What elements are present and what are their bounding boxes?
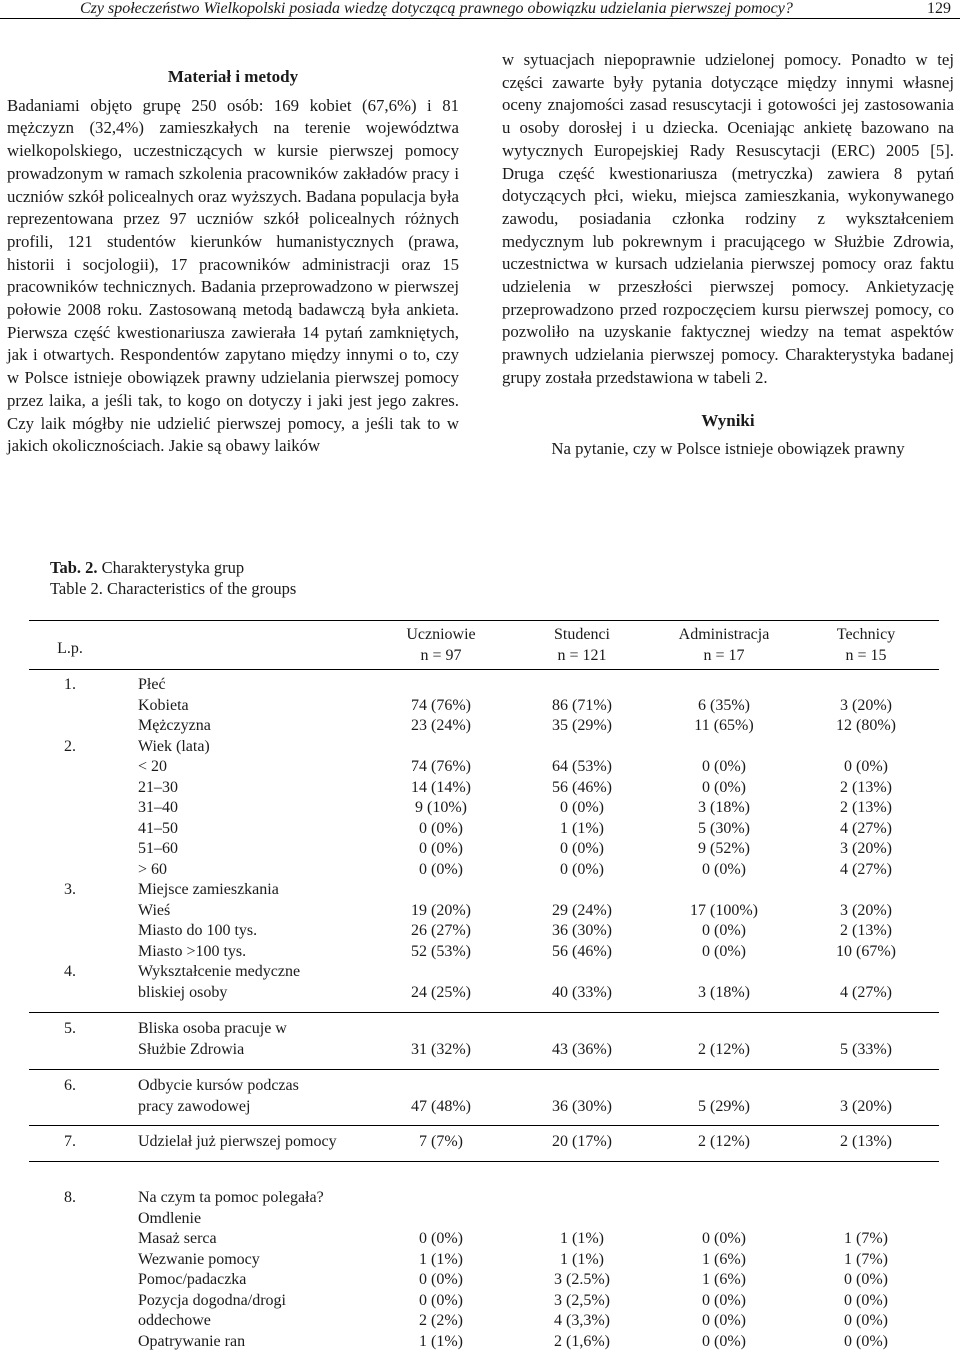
header-studenci bbox=[522, 624, 642, 666]
table-rule-after-6 bbox=[29, 1125, 939, 1126]
table-cell-u: 1 (1%) bbox=[419, 1250, 463, 1268]
table-cell-item: Mężczyzna bbox=[138, 717, 211, 734]
table-cell-u: 47 (48%) bbox=[411, 1097, 471, 1115]
table-cell-u: 0 (0%) bbox=[419, 840, 463, 857]
header-technicy-label: Technicy bbox=[836, 626, 896, 643]
table-cell-s: 43 (36%) bbox=[552, 1040, 612, 1058]
table-cell-t: 0 (0%) bbox=[844, 1312, 888, 1329]
table-cell-item: Na czym ta pomoc polegała? bbox=[138, 1189, 324, 1206]
table-cell-s: 86 (71%) bbox=[552, 696, 612, 714]
table-cell-item: 41–50 bbox=[138, 819, 178, 837]
methods-paragraph-continued: w sytuacjach niepoprawnie udzielonej pomocy. Ponadto w tej części zawarte były pytania dotyczące między innymi własnej oceny znajomości zasad resuscytacji i gotowości jej zastosowania u osoby dorosłej i u dziecka. Oceniając ankietę bazowano na wytycznych Europejskiej Rady Resuscytacji (ERC) 2005 [5]. Druga część kwestionariusza (metryczka) zawiera 8 pytań dotyczących płci, wieku, miejsca zamieszkania, wykonywanego zawodu, posiadania członka rodziny z wykształceniem medycznym lub pokrewnym i pracującego w Służbie Zdrowia, uczestnictwa w kursach udzielania pierwszej pomocy oraz faktu udzielenia w przeszłości pierwszej pomocy. Ankietyzację przeprowadzono przed rozpoczęciem kursu pierwszej pomocy, co pozwoliło na uzyskanie faktycznej wiedzy na temat aspektów prawnych udzielania pierwszej pomocy. Charakterystyka badanej grupy została przedstawiona w tabeli 2. bbox=[502, 50, 954, 387]
table-cell-t: 2 (13%) bbox=[840, 922, 892, 939]
header-uczniowie-label: Uczniowie bbox=[406, 626, 476, 643]
table-cell-t: 1 (7%) bbox=[844, 1230, 888, 1247]
table-rule-after-7 bbox=[29, 1161, 939, 1162]
table-cell-t: 0 (0%) bbox=[844, 1332, 888, 1350]
table-cell-t: 10 (67%) bbox=[836, 942, 896, 960]
table-cell-u: 2 (2%) bbox=[419, 1312, 463, 1329]
table-cell-lp: 3. bbox=[64, 881, 76, 898]
table-cell-lp: 6. bbox=[64, 1077, 76, 1094]
header-technicy-n: n = 15 bbox=[845, 647, 887, 664]
header-administracja-label: Administracja bbox=[678, 626, 770, 643]
table-cell-u: 74 (76%) bbox=[411, 696, 471, 714]
table-cell-item: Masaż serca bbox=[138, 1230, 217, 1247]
table-cell-a: 1 (6%) bbox=[702, 1250, 746, 1268]
table-cell-s: 1 (1%) bbox=[560, 1230, 604, 1247]
table-cell-item: Opatrywanie ran bbox=[138, 1332, 246, 1350]
table-rule-after-4 bbox=[29, 1012, 939, 1013]
table-cell-u: 19 (20%) bbox=[411, 901, 471, 919]
table-cell-a: 0 (0%) bbox=[702, 1291, 746, 1309]
table-cell-s: 36 (30%) bbox=[552, 922, 612, 939]
table-cell-item: Bliska osoba pracuje w bbox=[138, 1020, 287, 1037]
table-cell-u: 24 (25%) bbox=[411, 983, 471, 1001]
table-cell-item: Wykształcenie medyczne bbox=[138, 963, 301, 980]
table-cell-a: 0 (0%) bbox=[702, 922, 746, 939]
table-cell-u: 1 (1%) bbox=[419, 1332, 463, 1350]
table-cell-item: Omdlenie bbox=[138, 1209, 202, 1227]
table-cell-t: 2 (13%) bbox=[840, 799, 892, 816]
table-header-rule bbox=[29, 669, 939, 670]
table-cell-item: 21–30 bbox=[138, 778, 178, 796]
table-cell-item: Pozycja dogodna/drogi bbox=[138, 1291, 286, 1309]
table-cell-lp: 1. bbox=[64, 676, 76, 693]
table-cell-t: 2 (13%) bbox=[840, 1133, 892, 1150]
table-cell-item: 31–40 bbox=[138, 799, 178, 816]
table-cell-lp: 4. bbox=[64, 963, 76, 980]
header-studenci-label: Studenci bbox=[554, 626, 610, 643]
table-cell-item: Służbie Zdrowia bbox=[138, 1040, 245, 1058]
table-cell-t: 0 (0%) bbox=[844, 1291, 888, 1309]
table-cell-s: 0 (0%) bbox=[560, 799, 604, 816]
table-cell-item: 51–60 bbox=[138, 840, 178, 857]
table-cell-u: 0 (0%) bbox=[419, 1291, 463, 1309]
table-cell-a: 11 (65%) bbox=[694, 717, 754, 734]
table-cell-t: 12 (80%) bbox=[836, 717, 896, 734]
table-cell-u: 7 (7%) bbox=[419, 1133, 463, 1150]
table-cell-s: 3 (2.5%) bbox=[554, 1271, 610, 1288]
table-cell-a: 3 (18%) bbox=[698, 799, 750, 816]
table-cell-item: < 20 bbox=[138, 758, 168, 775]
table-cell-a: 0 (0%) bbox=[702, 860, 746, 878]
header-administracja bbox=[664, 624, 784, 666]
table-cell-a: 6 (35%) bbox=[698, 696, 750, 714]
table-cell-a: 9 (52%) bbox=[698, 840, 750, 857]
table-cell-s: 1 (1%) bbox=[560, 1250, 604, 1268]
table-cell-lp: 8. bbox=[64, 1189, 76, 1206]
table-cell-u: 74 (76%) bbox=[411, 758, 471, 775]
table-cell-item: bliskiej osoby bbox=[138, 983, 228, 1001]
table-cell-a: 0 (0%) bbox=[702, 1332, 746, 1350]
right-column bbox=[502, 49, 954, 461]
section-title-results: Wyniki bbox=[701, 410, 755, 430]
table-cell-item: > 60 bbox=[138, 860, 168, 878]
table-cell-a: 5 (29%) bbox=[698, 1097, 750, 1115]
table-cell-s: 36 (30%) bbox=[552, 1097, 612, 1115]
table-cell-t: 3 (20%) bbox=[840, 696, 892, 714]
table-cell-u: 23 (24%) bbox=[411, 717, 471, 734]
table-cell-item: pracy zawodowej bbox=[138, 1097, 251, 1115]
table-cell-t: 4 (27%) bbox=[840, 860, 892, 878]
table-cell-s: 35 (29%) bbox=[552, 717, 612, 734]
table-cell-item: Płeć bbox=[138, 676, 166, 693]
table-cell-a: 5 (30%) bbox=[698, 819, 750, 837]
table-cell-s: 2 (1,6%) bbox=[554, 1332, 610, 1350]
page-number: 129 bbox=[927, 0, 951, 17]
table-cell-item: Odbycie kursów podczas bbox=[138, 1077, 299, 1094]
table-cell-u: 26 (27%) bbox=[411, 922, 471, 939]
table-cell-s: 3 (2,5%) bbox=[554, 1291, 610, 1309]
results-first-line: Na pytanie, czy w Polsce istnieje obowiązek prawny bbox=[551, 439, 905, 459]
methods-paragraph: Badaniami objęto grupę 250 osób: 169 kobiet (67,6%) i 81 mężczyzn (32,4%) zamieszkałych na terenie województwa wielkopolskiego, uczestniczących w kursie pierwszej pomocy prowadzonym w ramach szkolenia pracowników zakładów pracy i uczniów szkół policealnych oraz wyższych. Badana populacja była reprezentowana przez 97 uczniów szkół policealnych różnych profili, 121 studentów kierunków humanistycznych (prawa, historii i socjologii), 17 pracowników administracji oraz 15 pracowników technicznych. Badania przeprowadzono w pierwszej połowie 2008 roku. Zastosowaną metodą badawczą była ankieta. Pierwsza część kwestionariusza zawierała 14 pytań zamkniętych, jak i otwartych. Respondentów zapytano między innymi o to, czy w Polsce istnieje obowiązek prawny udzielania pierwszej pomocy przez laika, a jeśli tak, to kogo on dotyczy i jaki jest jego zakres. Czy laik mógłby nie udzielić pierwszej pomocy, a jeśli tak to w jakich okolicznościach. Jakie są obawy laików bbox=[7, 95, 459, 456]
table-cell-lp: 5. bbox=[64, 1020, 76, 1037]
table-cell-a: 0 (0%) bbox=[702, 1312, 746, 1329]
table-cell-s: 56 (46%) bbox=[552, 778, 612, 796]
table-cell-item: Miasto >100 tys. bbox=[138, 942, 247, 960]
table-cell-s: 1 (1%) bbox=[560, 819, 604, 837]
section-title-methods: Materiał i metody bbox=[167, 67, 299, 86]
table-cell-a: 0 (0%) bbox=[702, 778, 746, 796]
table-cell-item: Udzielał już pierwszej pomocy bbox=[138, 1133, 337, 1150]
table-cell-t: 3 (20%) bbox=[840, 1097, 892, 1115]
table-cell-u: 52 (53%) bbox=[411, 942, 471, 960]
table-cell-lp: 2. bbox=[64, 737, 76, 755]
table-cell-u: 0 (0%) bbox=[419, 819, 463, 837]
table-cell-lp: 7. bbox=[64, 1133, 76, 1150]
table-cell-a: 3 (18%) bbox=[698, 983, 750, 1001]
table-cell-t: 4 (27%) bbox=[840, 983, 892, 1001]
table-cell-t: 3 (20%) bbox=[840, 840, 892, 857]
running-header bbox=[0, 0, 960, 19]
table-cell-a: 2 (12%) bbox=[698, 1040, 750, 1058]
table-label: Tab. 2. bbox=[50, 558, 98, 577]
table-cell-s: 56 (46%) bbox=[552, 942, 612, 960]
table-rule-after-5 bbox=[29, 1069, 939, 1070]
table-cell-item: Wezwanie pomocy bbox=[138, 1250, 260, 1268]
table-cell-t: 0 (0%) bbox=[844, 758, 888, 775]
table-caption bbox=[50, 557, 296, 599]
table-title-pl: Charakterystyka grup bbox=[97, 558, 245, 577]
table-title-en: Table 2. Characteristics of the groups bbox=[50, 579, 297, 598]
table-cell-a: 1 (6%) bbox=[702, 1271, 746, 1288]
table-cell-a: 17 (100%) bbox=[690, 901, 758, 919]
table-cell-item: oddechowe bbox=[138, 1312, 211, 1329]
running-title: Czy społeczeństwo Wielkopolski posiada wiedzę dotyczącą prawnego obowiązku udzielania pierwszej pomocy? bbox=[80, 0, 793, 17]
table-cell-s: 20 (17%) bbox=[552, 1133, 612, 1150]
table-cell-s: 40 (33%) bbox=[552, 983, 612, 1001]
table-cell-t: 3 (20%) bbox=[840, 901, 892, 919]
table-cell-item: Wiek (lata) bbox=[138, 737, 210, 755]
table-cell-item: Pomoc/padaczka bbox=[138, 1271, 247, 1288]
table-cell-a: 0 (0%) bbox=[702, 942, 746, 960]
table-cell-s: 0 (0%) bbox=[560, 840, 604, 857]
table-cell-u: 0 (0%) bbox=[419, 1271, 463, 1288]
table-cell-u: 31 (32%) bbox=[411, 1040, 471, 1058]
table-cell-t: 0 (0%) bbox=[844, 1271, 888, 1288]
table-cell-item: Miasto do 100 tys. bbox=[138, 922, 258, 939]
header-lp: L.p. bbox=[57, 640, 83, 657]
table-cell-a: 2 (12%) bbox=[698, 1133, 750, 1150]
table-cell-item: Wieś bbox=[138, 901, 171, 919]
table-cell-s: 64 (53%) bbox=[552, 758, 612, 775]
table-cell-s: 0 (0%) bbox=[560, 860, 604, 878]
table-cell-s: 4 (3,3%) bbox=[554, 1312, 610, 1329]
table-cell-item: Miejsce zamieszkania bbox=[138, 881, 279, 898]
table-cell-t: 1 (7%) bbox=[844, 1250, 888, 1268]
table-cell-t: 5 (33%) bbox=[840, 1040, 892, 1058]
header-technicy bbox=[806, 624, 926, 666]
header-uczniowie-n: n = 97 bbox=[420, 647, 462, 664]
header-uczniowie bbox=[381, 624, 501, 666]
header-studenci-n: n = 121 bbox=[557, 647, 607, 664]
left-column bbox=[7, 48, 459, 458]
table-cell-a: 0 (0%) bbox=[702, 1230, 746, 1247]
table-cell-s: 29 (24%) bbox=[552, 901, 612, 919]
table-top-rule bbox=[29, 620, 939, 621]
table-cell-t: 4 (27%) bbox=[840, 819, 892, 837]
table-cell-t: 2 (13%) bbox=[840, 778, 892, 796]
table-cell-u: 0 (0%) bbox=[419, 1230, 463, 1247]
table-cell-item: Kobieta bbox=[138, 696, 189, 714]
table-cell-u: 9 (10%) bbox=[415, 799, 467, 816]
table-cell-u: 0 (0%) bbox=[419, 860, 463, 878]
header-administracja-n: n = 17 bbox=[703, 647, 745, 664]
table-cell-u: 14 (14%) bbox=[411, 778, 471, 796]
table-cell-a: 0 (0%) bbox=[702, 758, 746, 775]
